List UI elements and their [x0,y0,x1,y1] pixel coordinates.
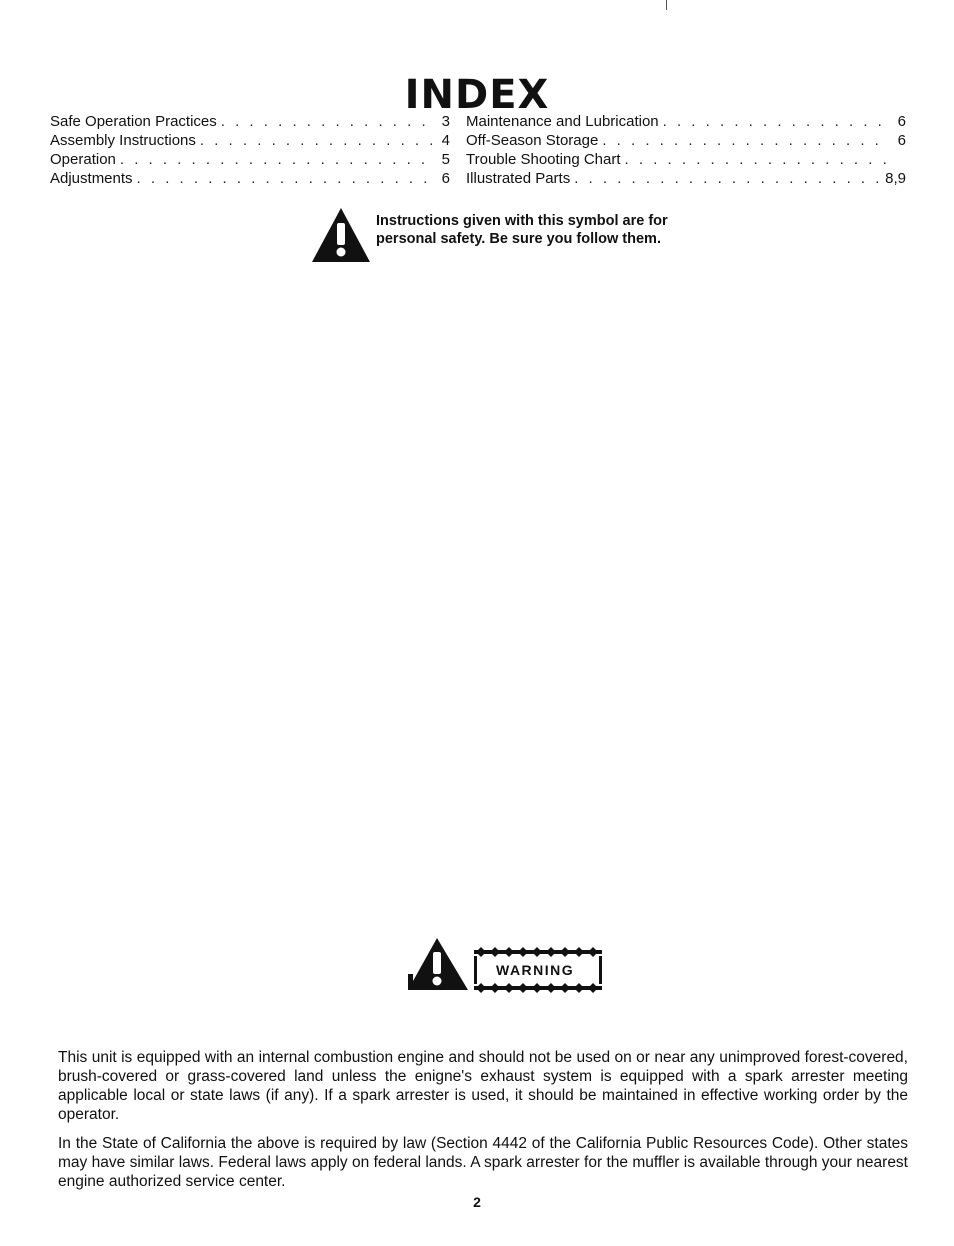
index-entry-page: 3 [441,113,450,130]
leader-dots [663,112,888,131]
page-number: 2 [473,1194,481,1210]
warning-triangle-icon [312,206,372,264]
leader-dots [120,150,432,169]
leader-dots [625,150,888,169]
index-entry-label: Safe Operation Practices [50,113,217,130]
index-entry[interactable] [50,169,450,188]
spark-arrester-paragraph: This unit is equipped with an internal combustion engine and should not be used on or near any unimproved forest-covered, brush-covered or grass-covered land unless the enigne's exhaust system is equipped with a spark arrester meeting applicable local or state laws (if any). If a spark arrester is used, it should be maintained in effective working order by the operator. [58,1048,908,1124]
index-entry[interactable] [466,131,906,150]
leader-dots [200,131,432,150]
index-entry[interactable] [466,112,906,131]
index-entry-label: Trouble Shooting Chart [466,151,621,168]
leader-dots [137,169,432,188]
index-entry[interactable] [50,150,450,169]
index-entry-label: Adjustments [50,170,133,187]
index-entry[interactable] [466,169,906,188]
index-left-column [50,112,450,188]
safety-note-text: Instructions given with this symbol are for personal safety. Be sure you follow them. [376,213,668,247]
index-entry-page: 5 [441,151,450,168]
index-entry-label: Illustrated Parts [466,170,571,187]
warning-banner [406,936,606,996]
index-entry-label: Off-Season Storage [466,132,599,149]
index-entry-page: 6 [441,170,450,187]
index-entry[interactable] [50,112,450,131]
leader-dots [574,169,881,188]
index-entry-label: Assembly Instructions [50,132,196,149]
index-entry-page: 4 [441,132,450,149]
scan-mark [666,0,667,10]
leader-dots [221,112,432,131]
index-right-column [466,112,906,188]
index-entry[interactable] [50,131,450,150]
warning-label: WARNING [496,962,575,978]
index-entry-label: Maintenance and Lubrication [466,113,659,130]
index-entry-page: 8,9 [885,170,906,187]
california-law-paragraph: In the State of California the above is required by law (Section 4442 of the California Public Resources Code). Other states may have similar laws. Federal laws apply on federal lands. A spark arrester for the muffler is available through your nearest engine authorized service center. [58,1134,908,1191]
index-entry-page: 6 [897,113,906,130]
index-entry-label: Operation [50,151,116,168]
leader-dots [602,131,888,150]
page-title: INDEX [404,71,550,118]
index-entry[interactable] [466,150,906,169]
index-entry-page: 6 [897,132,906,149]
